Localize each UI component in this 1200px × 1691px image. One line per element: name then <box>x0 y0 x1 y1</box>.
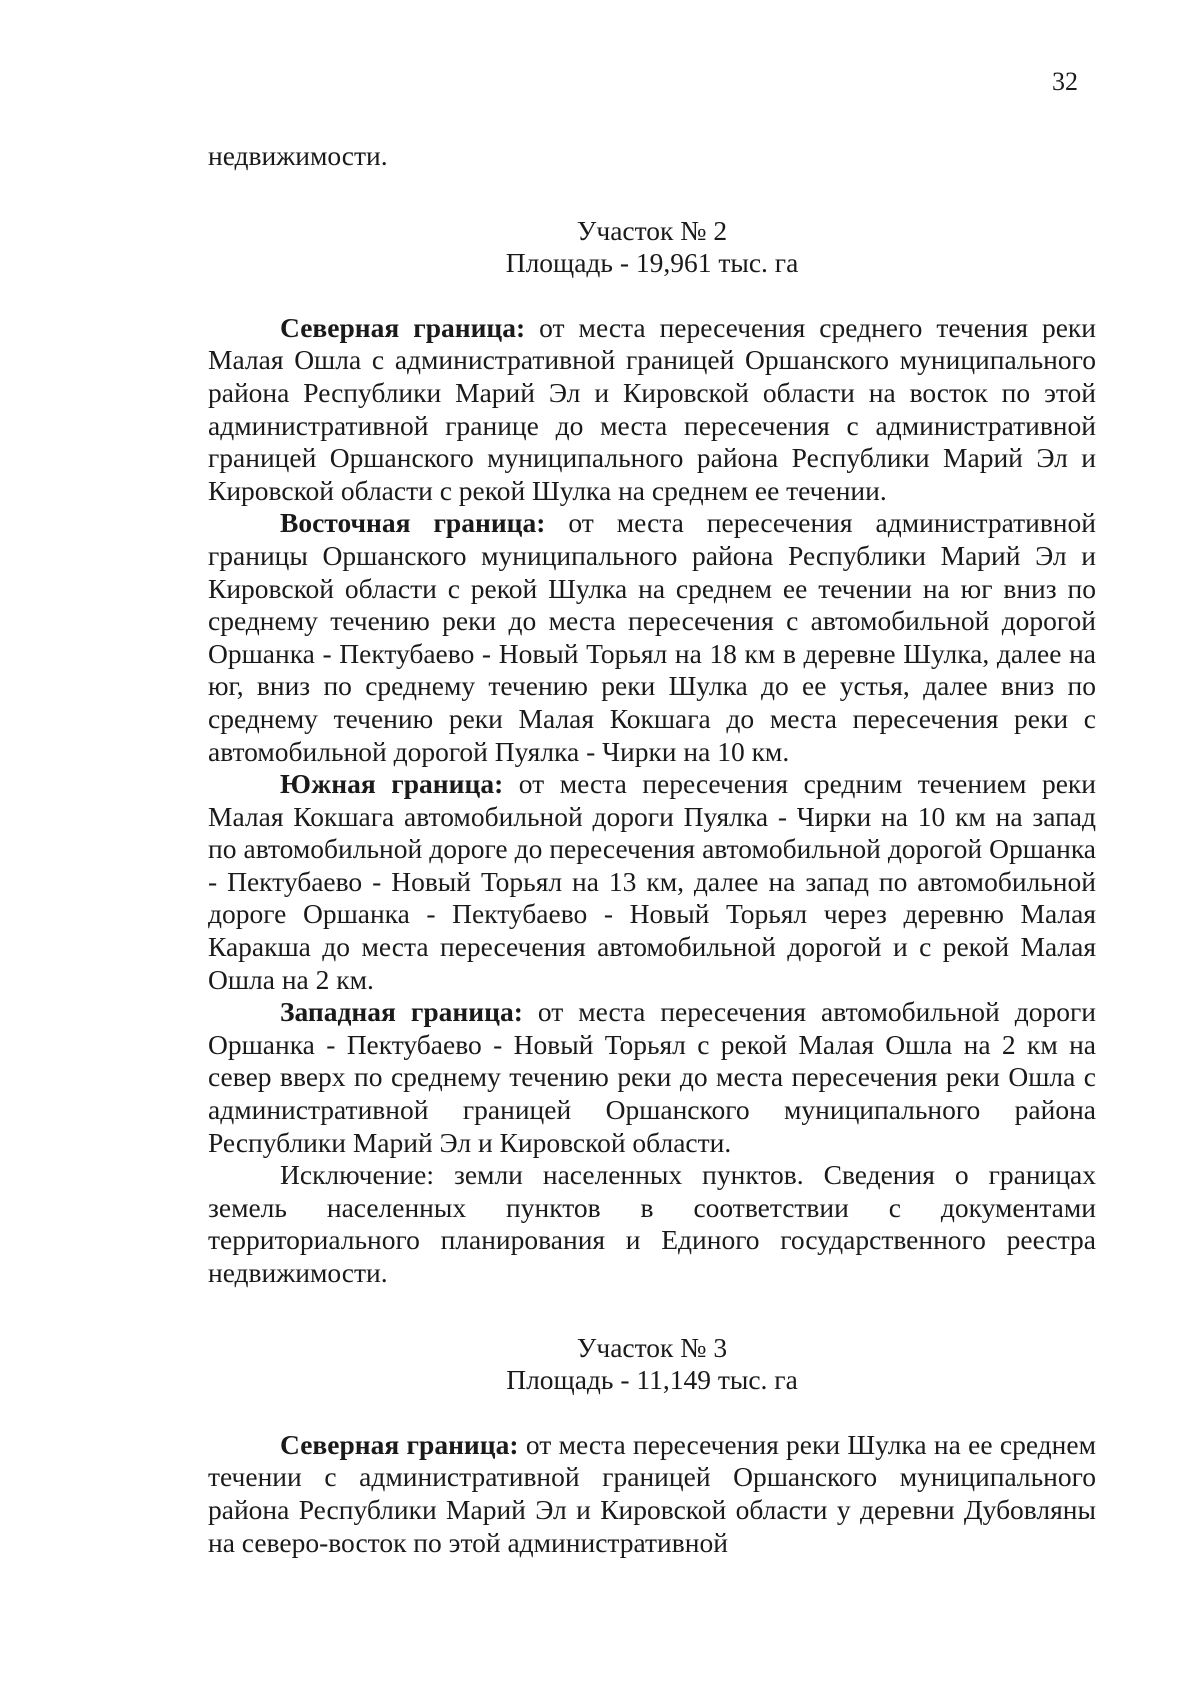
plot-2-west-border <box>208 996 1096 1159</box>
document-body <box>208 140 1096 1559</box>
plot-3-area: Площадь - 11,149 тыс. га <box>506 1364 798 1396</box>
east-border-text: от места пересечения административной границы Оршанского муниципального района Республики Марий Эл и Кировской области с рекой Шулка на среднем ее течении на юг вниз по среднему течению реки до места пересечения с автомобильной дорогой Оршанка - Пектубаево - Новый Торьял на 18 км в деревне Шулка, далее на юг, вниз по среднему течению реки Шулка до ее устья, далее вниз по среднему течению реки Малая Кокшага до места пересечения реки с автомобильной дорогой Пуялка - Чирки на 10 км. <box>208 507 1096 767</box>
plot-3-title: Участок № 3 <box>576 1331 728 1363</box>
plot-2-section <box>208 215 1096 1290</box>
plot-3-north-border <box>208 1429 1096 1559</box>
north-border-text: от места пересечения среднего течения реки Малая Ошла с административной границей Оршанского муниципального района Республики Марий Эл и Кировской области на восток по этой административной границе до места пересечения с административной границей Оршанского муниципального района Республики Марий Эл и Кировской области с рекой Шулка на среднем ее течении. <box>208 311 1096 506</box>
north-border-text: от места пересечения реки Шулка на ее среднем течении с административной границей Оршанского муниципального района Республики Марий Эл и Кировской области у деревни Дубовляны на северо-восток по этой административной <box>208 1428 1096 1558</box>
south-border-label: Южная граница: <box>280 768 504 800</box>
page-number: 32 <box>1052 67 1078 96</box>
carryover-text: недвижимости. <box>208 140 388 171</box>
plot-2-north-border <box>208 312 1096 508</box>
plot-2-south-border <box>208 768 1096 996</box>
plot-2-exception: Исключение: земли населенных пунктов. Сведения о границах земель населенных пунктов в соответствии с документами территориального планирования и Единого государственного реестра недвижимости. <box>208 1159 1096 1288</box>
plot-2-title: Участок № 2 <box>576 214 728 246</box>
plot-2-east-border <box>208 507 1096 768</box>
south-border-text: от места пересечения средним течением реки Малая Кокшага автомобильной дороги Пуялка - Чирки на 10 км на запад по автомобильной дороге до пересечения автомобильной дорогой Оршанка - Пектубаево - Новый Торьял на 13 км, далее на запад по автомобильной дороге Оршанка - Пектубаево - Новый Торьял через деревню Малая Каракша до места пересечения автомобильной дорогой и с рекой Малая Ошла на 2 км. <box>208 768 1096 995</box>
north-border-label: Северная граница: <box>280 311 526 343</box>
west-border-label: Западная граница: <box>280 996 523 1028</box>
east-border-label: Восточная граница: <box>280 507 546 539</box>
plot-2-area: Площадь - 19,961 тыс. га <box>505 247 799 279</box>
north-border-label: Северная граница: <box>280 1428 519 1460</box>
plot-3-section <box>208 1332 1096 1560</box>
west-border-text: от места пересечения автомобильной дороги Оршанка - Пектубаево - Новый Торьял с рекой Малая Ошла на 2 км на север вверх по среднему течению реки до места пересечения реки Ошла с административной границей Оршанского муниципального района Республики Марий Эл и Кировской области. <box>208 996 1096 1158</box>
